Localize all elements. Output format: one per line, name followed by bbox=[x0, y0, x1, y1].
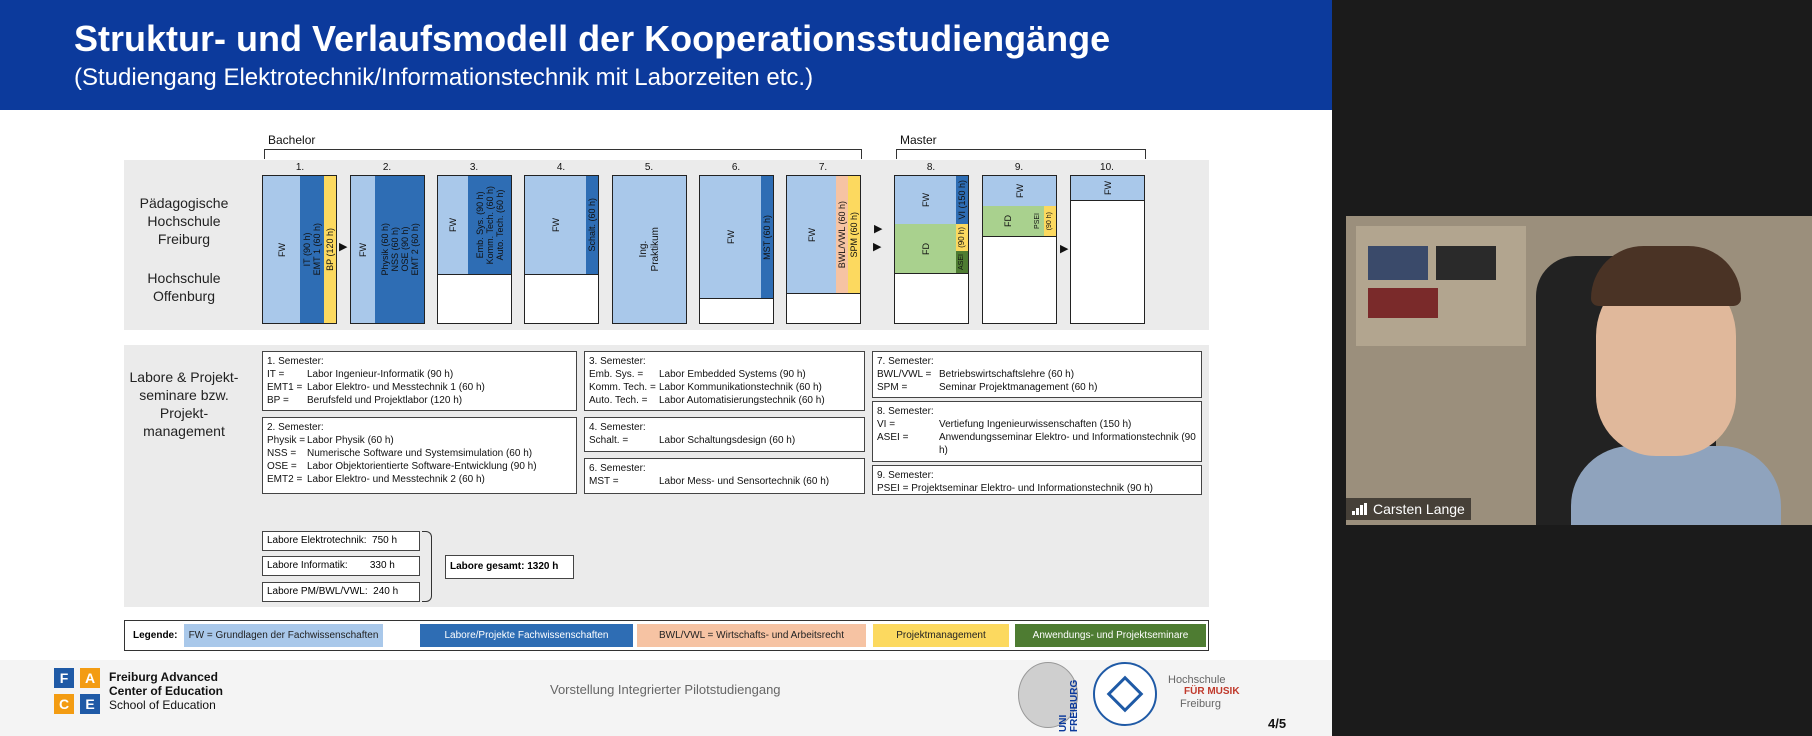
ph-freiburg-seal-icon bbox=[1093, 662, 1157, 726]
semester-number: 9. bbox=[1014, 162, 1024, 173]
fw-block: FW bbox=[525, 176, 586, 274]
semester-number: 7. bbox=[818, 162, 828, 173]
semester-6-column bbox=[699, 175, 774, 324]
arrow-right-icon: ▶ bbox=[874, 223, 883, 235]
footer-center-text: Vorstellung Integrierter Pilotstudiengang bbox=[550, 682, 781, 697]
semester-number: 4. bbox=[556, 162, 566, 173]
lab-box-semester-7: 7. Semester: BWL/VWL = Betriebswirtschaftslehre (60 h) SPM = Seminar Projektmanagement (60 h) bbox=[872, 351, 1202, 398]
slide-title: Struktur- und Verlaufsmodell der Kooperationsstudiengänge bbox=[74, 18, 1111, 59]
psei-block: PSEI bbox=[1032, 206, 1044, 236]
labs-section-label: Labore & Projekt-seminare bzw. Projekt-management bbox=[129, 369, 239, 439]
seminar-hours-block: (90 h) bbox=[1044, 206, 1056, 236]
slide-subtitle: (Studiengang Elektrotechnik/Informationstechnik mit Laborzeiten etc.) bbox=[74, 64, 814, 91]
face-logo-icon: A bbox=[80, 668, 100, 688]
bwl-block: BWL/VWL (60 h) bbox=[836, 176, 848, 293]
board-game-box bbox=[1436, 246, 1496, 280]
lab-block: IT (90 h) EMT 1 (60 h) bbox=[300, 176, 324, 323]
legend-item-pm: Projektmanagement bbox=[873, 624, 1009, 647]
bachelor-bracket bbox=[264, 149, 862, 159]
semester-number: 3. bbox=[469, 162, 479, 173]
semester-9-column bbox=[982, 175, 1057, 324]
lab-block: MST (60 h) bbox=[761, 176, 773, 298]
lab-box-semester-3: 3. Semester: Emb. Sys. = Labor Embedded Systems (90 h) Komm. Tech. = Labor Kommunikationstechnik (60 h) Auto. Tech. = Labor Automatisierungstechnik (60 h) bbox=[584, 351, 865, 411]
fw-block: FW bbox=[700, 176, 761, 298]
asei-block: ASEI bbox=[956, 251, 968, 273]
person-hair bbox=[1591, 246, 1741, 306]
total-sum: Labore gesamt: 1320 h bbox=[445, 555, 574, 579]
seminar-hours-block: (90 h) bbox=[956, 224, 968, 251]
semester-1-column bbox=[262, 175, 337, 324]
semester-10-column bbox=[1070, 175, 1145, 324]
lab-box-semester-8: 8. Semester: VI = Vertiefung Ingenieurwissenschaften (150 h) ASEI = Anwendungsseminar Elektro- und Informationstechnik (90 h) bbox=[872, 401, 1202, 462]
legend-item-bwl: BWL/VWL = Wirtschafts- und Arbeitsrecht bbox=[637, 624, 866, 647]
semester-7-column bbox=[786, 175, 861, 324]
org-name: Freiburg Advanced Center of Education School of Education bbox=[109, 670, 224, 712]
face-logo-icon: C bbox=[54, 694, 74, 714]
arrow-right-icon: ▶ bbox=[873, 241, 882, 253]
fw-block: FW bbox=[983, 176, 1056, 206]
phase-bachelor-label: Bachelor bbox=[268, 133, 316, 147]
lab-block: Emb. Sys. (90 h) Komm. Tech. (60 h) Auto. Tech. (60 h) bbox=[468, 176, 511, 274]
uni-freiburg-logo: UNI FREIBURG bbox=[1058, 679, 1080, 732]
legend bbox=[124, 620, 1209, 651]
fd-block: FD bbox=[983, 206, 1032, 236]
legend-item-lab: Labore/Projekte Fachwissenschaften bbox=[420, 624, 633, 647]
participant-video-tile[interactable] bbox=[1346, 216, 1812, 525]
semester-number: 8. bbox=[926, 162, 936, 173]
semester-number: 1. bbox=[295, 162, 305, 173]
total-inf: Labore Informatik: 330 h bbox=[262, 556, 420, 576]
lab-block: VI (150 h) bbox=[956, 176, 968, 224]
lab-block: Schalt. (60 h) bbox=[586, 176, 598, 274]
fw-block: FW bbox=[438, 176, 468, 274]
page-number: 4/5 bbox=[1268, 716, 1287, 731]
fw-block: FW bbox=[263, 176, 300, 323]
legend-item-fw: FW = Grundlagen der Fachwissenschaften bbox=[184, 624, 383, 647]
face-logo-icon: F bbox=[54, 668, 74, 688]
totals-brace bbox=[422, 531, 432, 602]
person-shirt bbox=[1571, 446, 1781, 525]
semester-2-column bbox=[350, 175, 425, 324]
semester-number: 10. bbox=[1100, 162, 1114, 173]
board-game-box bbox=[1368, 246, 1428, 280]
pm-block: SPM (60 h) bbox=[848, 176, 860, 293]
fw-block: FW bbox=[787, 176, 836, 293]
lab-box-semester-6: 6. Semester: MST = Labor Mess- und Sensortechnik (60 h) bbox=[584, 458, 865, 494]
arrow-right-icon: ▶ bbox=[1060, 243, 1069, 255]
institution-hs: Hochschule Offenburg bbox=[147, 270, 221, 304]
master-bracket bbox=[896, 149, 1146, 159]
internship-block: Ing. Praktikum bbox=[613, 176, 686, 323]
board-game-box bbox=[1368, 288, 1438, 318]
lab-box-semester-1: 1. Semester: IT = Labor Ingenieur-Informatik (90 h) EMT1 = Labor Elektro- und Messtechnik 1 (60 h) BP = Berufsfeld und Projektlabor (120 h) bbox=[262, 351, 577, 411]
semester-4-column bbox=[524, 175, 599, 324]
semester-number: 6. bbox=[731, 162, 741, 173]
signal-strength-icon bbox=[1352, 503, 1367, 515]
lab-block: Physik (60 h) NSS (60 h) OSE (90 h) EMT 2 (60 h) bbox=[375, 176, 424, 323]
legend-title: Legende: bbox=[133, 630, 178, 641]
participant-name: Carsten Lange bbox=[1373, 501, 1465, 517]
shelf-area bbox=[1356, 226, 1526, 346]
fw-block: FW bbox=[351, 176, 375, 323]
participant-name-tag bbox=[1346, 498, 1471, 520]
semester-number: 5. bbox=[644, 162, 654, 173]
lab-box-semester-9: 9. Semester: PSEI = Projektseminar Elektro- und Informationstechnik (90 h) bbox=[872, 465, 1202, 495]
slide-footer bbox=[0, 660, 1332, 736]
total-et: Labore Elektrotechnik: 750 h bbox=[262, 531, 420, 551]
lab-box-semester-4: 4. Semester: Schalt. = Labor Schaltungsdesign (60 h) bbox=[584, 417, 865, 452]
institution-ph: Pädagogische Hochschule Freiburg bbox=[139, 195, 229, 247]
total-pm: Labore PM/BWL/VWL: 240 h bbox=[262, 582, 420, 602]
project-block: BP (120 h) bbox=[324, 176, 336, 323]
fw-block: FW bbox=[895, 176, 956, 224]
fd-block: FD bbox=[895, 224, 956, 273]
hfm-logo: Hochschule FÜR MUSIK Freiburg bbox=[1168, 674, 1240, 710]
fw-block: FW bbox=[1071, 176, 1144, 200]
semester-5-column bbox=[612, 175, 687, 324]
phase-master-label: Master bbox=[900, 133, 937, 147]
semester-3-column bbox=[437, 175, 512, 324]
face-logo-icon: E bbox=[80, 694, 100, 714]
semester-8-column bbox=[894, 175, 969, 324]
slide-header bbox=[0, 0, 1332, 110]
lab-box-semester-2: 2. Semester: Physik = Labor Physik (60 h) NSS = Numerische Software und Systemsimulation (60 h) OSE = Labor Objektorientierte Software-Entwicklung (90 h) EMT2 = Labor Elektro- und Messtechnik 2 (60 h) bbox=[262, 417, 577, 494]
semester-number: 2. bbox=[382, 162, 392, 173]
legend-item-seminar: Anwendungs- und Projektseminare bbox=[1015, 624, 1206, 647]
arrow-right-icon: ▶ bbox=[339, 241, 348, 253]
